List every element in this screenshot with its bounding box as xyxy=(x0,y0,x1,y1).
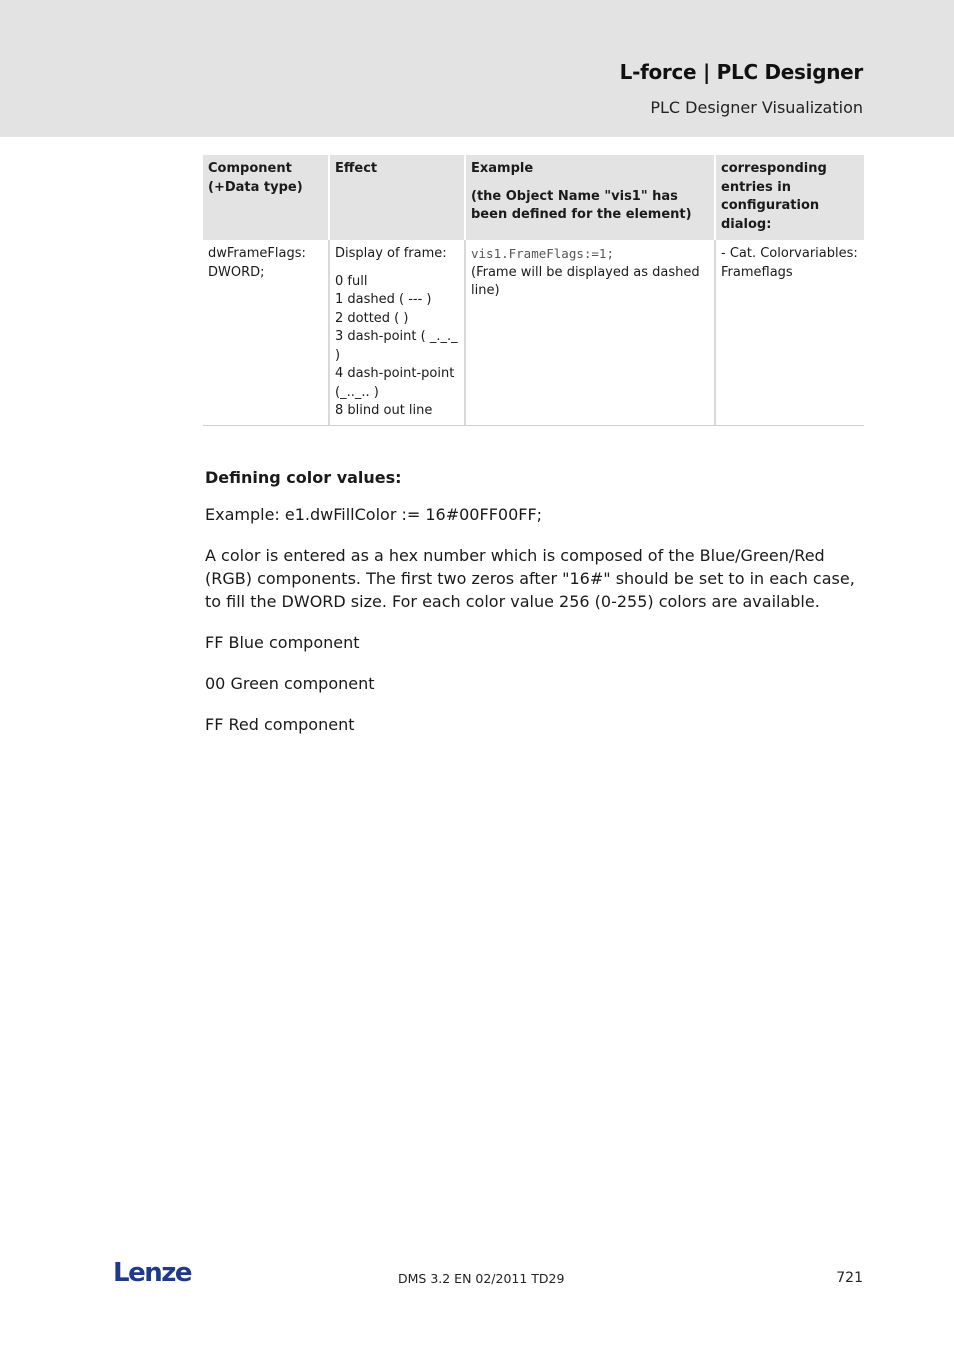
effect-item: 2 dotted ( ) xyxy=(335,310,409,326)
effect-item: 1 dashed ( --- ) xyxy=(335,292,432,307)
example-line: Example: e1.dwFillColor := 16#00FF00FF; xyxy=(205,505,543,524)
header-example: Example (the Object Name "vis1" has been defined for the element) xyxy=(466,155,716,240)
header-component: Component (+Data type) xyxy=(203,155,330,240)
page-header xyxy=(0,0,954,137)
page-number: 721 xyxy=(836,1270,863,1286)
lenze-logo: Lenze xyxy=(113,1258,191,1288)
header-effect: Effect xyxy=(330,155,466,240)
table-header-row xyxy=(203,155,864,240)
effect-item: 4 dash-point-point (_.._.. ) xyxy=(335,366,455,400)
cell-effect: Display of frame: 0 full 1 dashed ( --- ) 2 dotted ( ) 3 dash-point ( _._._ ) 4 dash-point-point (_.._.. ) 8 blind out line xyxy=(330,240,466,426)
cell-example: vis1.FrameFlags:=1; (Frame will be displayed as dashed line) xyxy=(466,240,716,426)
section-subtitle: PLC Designer Visualization xyxy=(650,98,863,117)
cell-config: - Cat. Colorvariables: Frameflags xyxy=(716,240,864,426)
table-row xyxy=(203,240,864,426)
blue-component-line: FF Blue component xyxy=(205,633,360,652)
effect-item: 8 blind out line xyxy=(335,403,433,418)
effect-item: 0 full xyxy=(335,273,368,289)
document-id: DMS 3.2 EN 02/2011 TD29 xyxy=(398,1271,565,1286)
component-table xyxy=(203,155,864,426)
cell-component: dwFrameFlags: DWORD; xyxy=(203,240,330,426)
description-paragraph: A color is entered as a hex number which is composed of the Blue/Green/Red (RGB) components. The first two zeros after "16#" should be set to in each case, to fill the DWORD size. For each color value 256 (0-255) colors are available. xyxy=(205,546,855,611)
section-heading: Defining color values: xyxy=(205,468,402,487)
green-component-line: 00 Green component xyxy=(205,674,375,693)
effect-item: 3 dash-point ( _._._ ) xyxy=(335,329,458,363)
red-component-line: FF Red component xyxy=(205,715,355,734)
example-code: vis1.FrameFlags:=1; xyxy=(471,246,614,261)
header-config: corresponding entries in configuration dialog: xyxy=(716,155,864,240)
brand-title: L-force | PLC Designer xyxy=(619,60,863,84)
